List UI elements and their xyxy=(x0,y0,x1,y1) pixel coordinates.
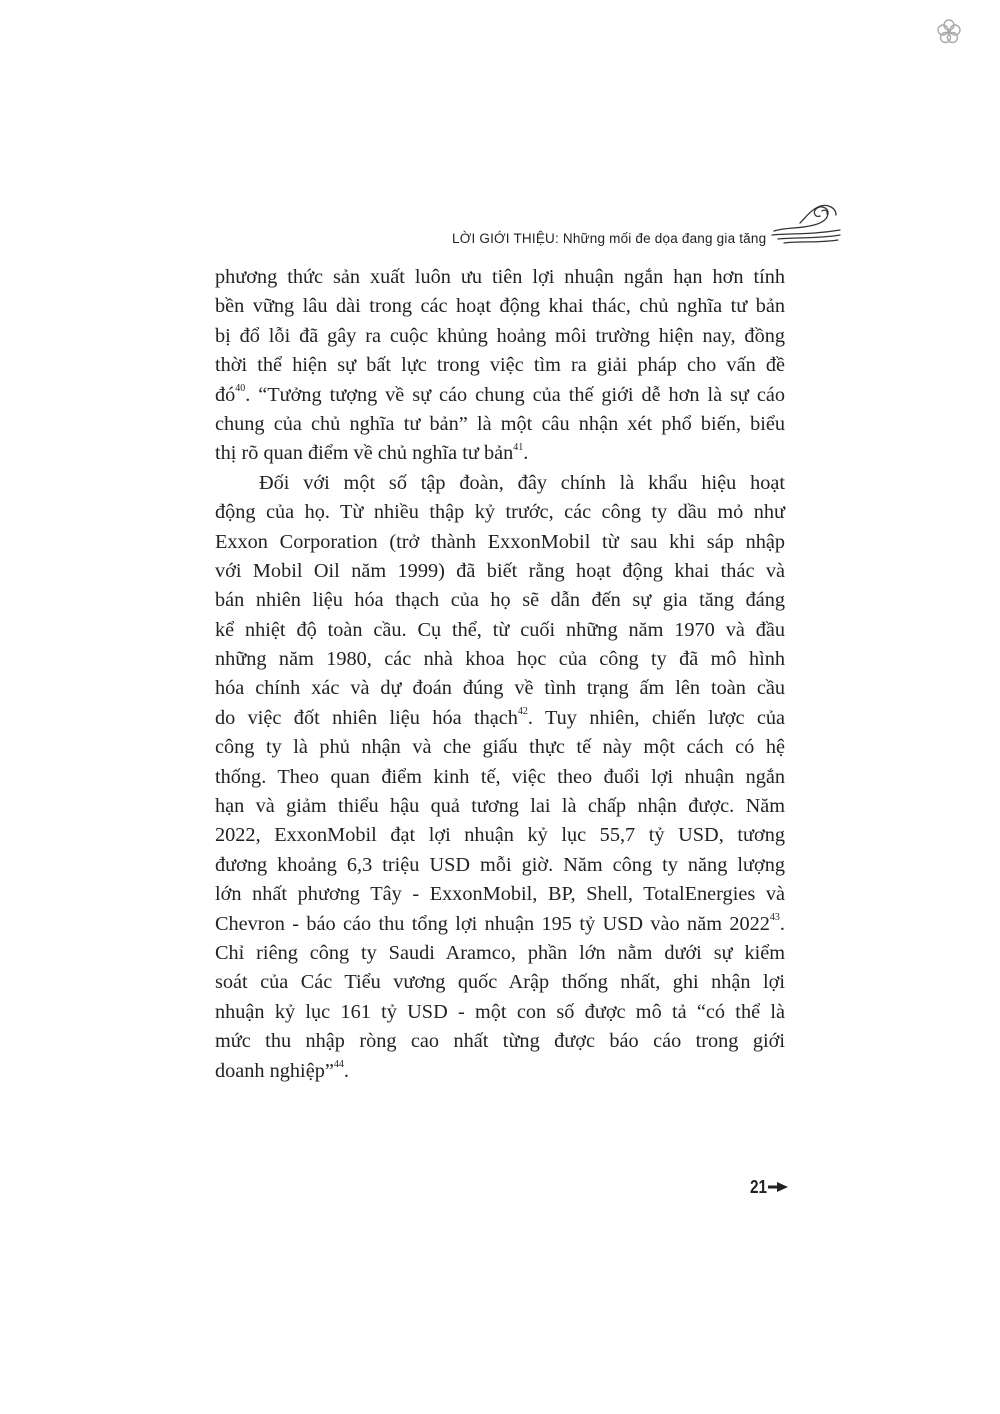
text-line: Exxon Corporation (trở thành ExxonMobil từ sau khi sáp nhập xyxy=(215,530,785,553)
text-line: Đối với một số tập đoàn, đây chính là khẩu hiệu hoạt xyxy=(259,471,785,494)
footnote-ref: 40 xyxy=(235,382,246,394)
text-line: những năm 1980, các nhà khoa học của công ty đã mô hình xyxy=(215,648,785,671)
text-line: thời thể hiện sự bất lực trong việc tìm ra giải pháp cho vấn đề xyxy=(215,354,785,377)
text-line: động của họ. Từ nhiều thập kỷ trước, các công ty dầu mỏ như xyxy=(215,501,785,524)
text-line: đương khoảng 6,3 triệu USD mỗi giờ. Năm công ty năng lượng xyxy=(215,853,785,876)
body-text xyxy=(215,263,785,1086)
footnote-ref: 42 xyxy=(517,706,528,718)
text-line: do việc đốt nhiên liệu hóa thạch$^{42}$. Tuy nhiên, chiến lược của xyxy=(215,706,785,729)
text-line: $đó^{40}$. “Tưởng tượng về sự cáo chung của thế giới dễ hơn là sự cáo xyxy=(215,382,785,406)
text-line: nhuận kỷ lục 161 tỷ USD - một con số được mô tả “có thể là xyxy=(215,1000,785,1023)
text-line: doanh nghiệp”$^{44}$. xyxy=(215,1058,349,1082)
text-line: Chỉ riêng công ty Saudi Aramco, phần lớn nằm dưới sự kiểm xyxy=(215,941,785,964)
footnote-ref: 43 xyxy=(769,911,780,923)
arrow-right-icon xyxy=(768,1180,788,1194)
text-line: lớn nhất phương Tây - ExxonMobil, BP, Shell, TotalEnergies và xyxy=(215,883,785,906)
text-line: soát của Các Tiểu vương quốc Arập thống nhất, ghi nhận lợi xyxy=(215,971,785,994)
text-line: Chevron - báo cáo thu tổng lợi nhuận 195 tỷ USD vào năm 2022$^{43}$. xyxy=(215,911,785,935)
footnote-ref: 41 xyxy=(513,441,524,453)
text-line: bền vững lâu dài trong các hoạt động khai thác, chủ nghĩa tư bản xyxy=(215,295,785,318)
footnote-ref: 44 xyxy=(333,1058,344,1070)
text-line: thống. Theo quan điểm kinh tế, việc theo đuổi lợi nhuận ngắn xyxy=(215,765,785,788)
text-line: phương thức sản xuất luôn ưu tiên lợi nhuận ngắn hạn hơn tính xyxy=(215,266,785,288)
flower-ornament-icon xyxy=(936,18,962,44)
running-header xyxy=(452,223,842,257)
text-line: hóa chính xác và dự đoán đúng về tình trạng ấm lên toàn cầu xyxy=(215,677,785,700)
text-line: hạn và giảm thiểu hậu quả tương lai là chấp nhận được. Năm xyxy=(215,795,785,818)
text-line: với Mobil Oil năm 1999) đã biết rằng hoạt động khai thác và xyxy=(215,559,785,582)
text-line: thị rõ quan điểm về chủ nghĩa tư bản$^{41}$. xyxy=(215,441,529,465)
wave-ornament-icon xyxy=(770,201,842,245)
text-line: công ty là phủ nhận và che giấu thực tế này một cách có hệ xyxy=(215,736,785,759)
running-header-text: LỜI GIỚI THIỆU: Những mối đe dọa đang gia tăng xyxy=(452,231,767,246)
text-line: bán nhiên liệu hóa thạch của họ sẽ dẫn đến sự gia tăng đáng xyxy=(215,589,785,612)
text-line: mức thu nhập ròng cao nhất từng được báo cáo trong giới xyxy=(215,1030,785,1053)
text-line: bị đổ lỗi đã gây ra cuộc khủng hoảng môi trường hiện nay, đồng xyxy=(215,324,785,347)
text-line: kể nhiệt độ toàn cầu. Cụ thể, từ cuối những năm 1970 và đầu xyxy=(215,618,785,641)
text-line: 2022, ExxonMobil đạt lợi nhuận kỷ lục 55,7 tỷ USD, tương xyxy=(215,824,785,847)
page-number: 21 xyxy=(750,1177,768,1197)
text-line: chung của chủ nghĩa tư bản” là một câu nhận xét phổ biến, biểu xyxy=(215,412,785,435)
